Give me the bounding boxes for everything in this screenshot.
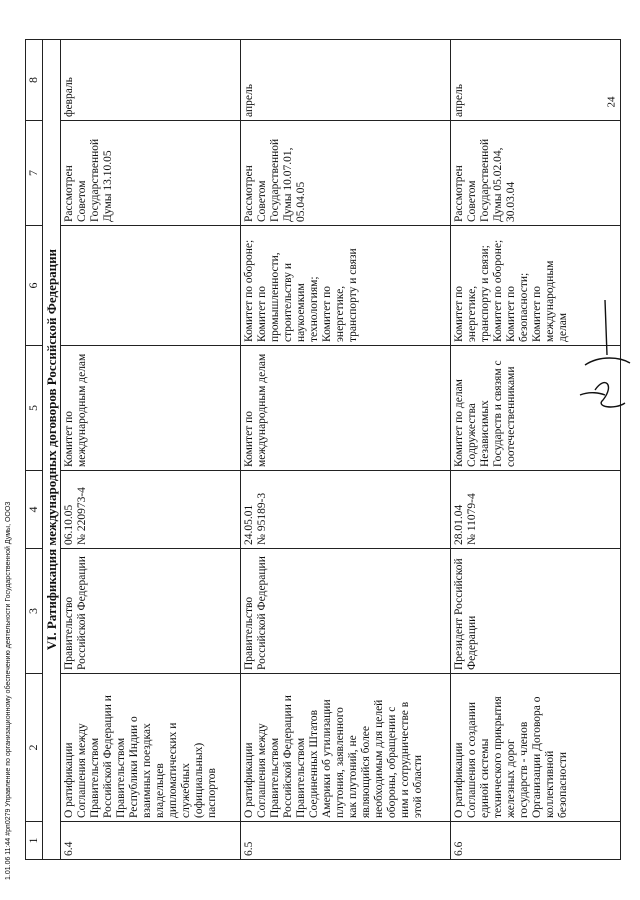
col-num: 4 <box>26 471 43 549</box>
cell-status: Рассмотрен Советом Государственной Думы 10.07.01, 05.04.05 <box>241 121 451 226</box>
col-num: 7 <box>26 121 43 226</box>
col-num: 1 <box>26 822 43 860</box>
cell-co-committees: Комитет по обороне; Комитет по промышленности, строительству и наукоемким технологиям; Комитет по энергетике, транспорту и связи <box>241 226 451 346</box>
table-row <box>451 40 621 860</box>
cell-number: 6.6 <box>451 822 621 860</box>
cell-committee: Комитет по международным делам <box>61 346 241 471</box>
section-title: VI. Ратификация международных договоров Российской Федерации <box>43 40 61 860</box>
col-num: 8 <box>26 40 43 121</box>
cell-status: Рассмотрен Советом Государственной Думы 05.02.04, 30.03.04 <box>451 121 621 226</box>
section-heading-row <box>43 40 61 860</box>
cell-status: Рассмотрен Советом Государственной Думы 13.10.05 <box>61 121 241 226</box>
cell-title: О ратификации Соглашения между Правительством Российской Федерации и Правительством Республики Индии о взаимных поездках владельцев дипломатических и служебных (официальных) паспортов <box>61 674 241 822</box>
cell-title: О ратификации Соглашения о создании единой системы технического прикрытия железных дорог государств - членов Организации Договора о коллективной безопасности <box>451 674 621 822</box>
table-row <box>241 40 451 860</box>
col-num: 3 <box>26 549 43 674</box>
col-num: 2 <box>26 674 43 822</box>
cell-number: 6.5 <box>241 822 451 860</box>
col-num: 5 <box>26 346 43 471</box>
cell-date: 24.05.01 № 95189-3 <box>241 471 451 549</box>
page-number: 24 <box>605 96 618 108</box>
cell-title: О ратификации Соглашения между Правительством Российской Федерации и Правительством Соединенных Штатов Америки об утилизации плутония, заявленного как плутоний, не являющийся более необходимым для целей обороны, обращении с ним и сотрудничестве в этой области <box>241 674 451 822</box>
cell-initiator: Правительство Российской Федерации <box>61 549 241 674</box>
cell-co-committees: Комитет по энергетике, транспорту и связи; Комитет по обороне; Комитет по безопасности; Комитет по международным делам <box>451 226 621 346</box>
cell-date: 06.10.05 № 220973-4 <box>61 471 241 549</box>
cell-initiator: Президент Российской Федерации <box>451 549 621 674</box>
cell-co-committees <box>61 226 241 346</box>
footer-note: 1.01.06 11:44 #рп0279 Управление по организационному обеспечению деятельности Государственной Думы, ОООЗ <box>5 501 12 880</box>
column-number-row <box>26 40 43 860</box>
col-num: 6 <box>26 226 43 346</box>
cell-committee: Комитет по международным делам <box>241 346 451 471</box>
cell-initiator: Правительство Российской Федерации <box>241 549 451 674</box>
table-row <box>61 40 241 860</box>
handwritten-signature <box>575 295 635 415</box>
cell-month: февраль <box>61 40 241 121</box>
cell-date: 28.01.04 № 11079-4 <box>451 471 621 549</box>
cell-month: апрель <box>451 40 621 121</box>
ratification-table <box>25 39 621 860</box>
cell-number: 6.4 <box>61 822 241 860</box>
cell-committee: Комитет по делам Содружества Независимых Государств и связям с соотечественниками <box>451 346 621 471</box>
rotated-table-container <box>25 40 615 860</box>
cell-month: апрель <box>241 40 451 121</box>
